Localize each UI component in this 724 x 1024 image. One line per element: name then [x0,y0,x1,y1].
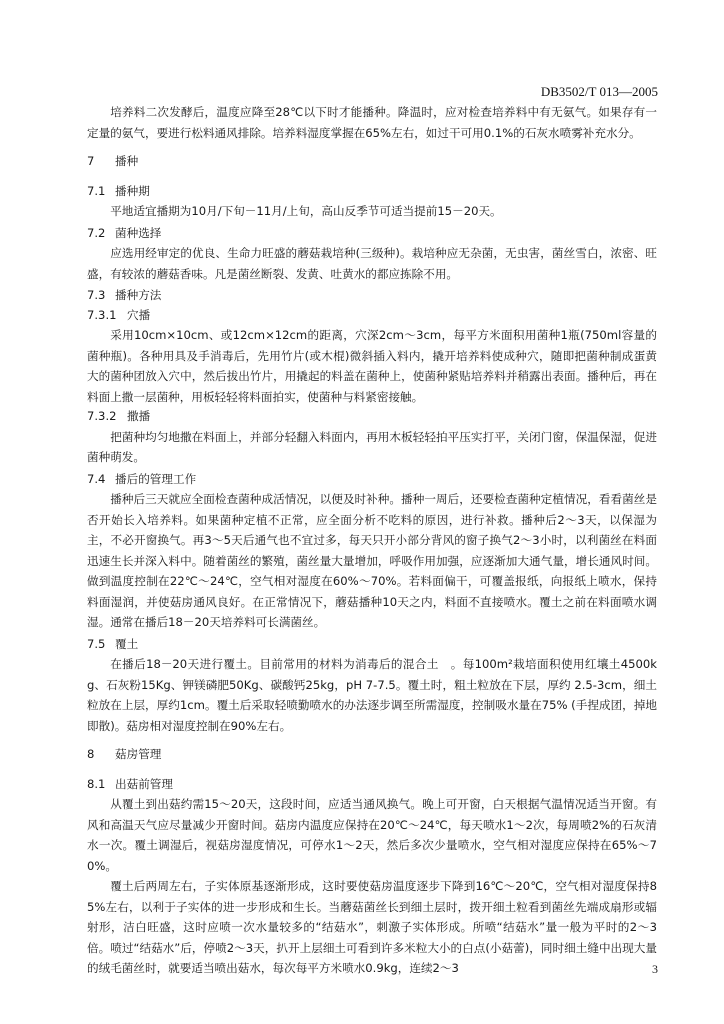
paragraph: 采用10cm×10cm、或12cm×12cm的距离，穴深2cm～3cm，每平方米面积用菌种1瓶(750ml容量的菌种瓶)。各种用具及手消毒后，先用竹片(或木棍)微斜插入料内，撬开培养料使成种穴，随即把菌种制成蛋黄大的菌种团放入穴中，然后拔出竹片，用撬起的料盖在菌种上，使菌种紧贴培养料并稍露出表面。播种后，再在料面上撒一层菌种，用板轻轻将料面拍实，使菌种与料紧密接触。 [87,328,657,404]
section-title: 出菇前管理 [115,776,173,791]
section-title: 菇房管理 [115,747,162,761]
paragraph: 把菌种均匀地撒在料面上，并部分轻翻入料面内，再用木板轻轻拍平压实打平，关闭门窗，保温保湿，促进菌种萌发。 [87,429,657,464]
section-title: 菌种选择 [115,225,162,240]
section-title: 覆土 [115,636,139,651]
section-number: 7.3.1 [87,307,117,322]
section-number: 7.5 [87,636,106,651]
section-heading [87,635,657,655]
section-title: 播种 [115,154,139,168]
page-number: 3 [652,962,658,976]
section-title: 播种方法 [115,288,162,302]
section-number: 7.3.2 [87,409,117,423]
section-heading [87,286,657,306]
paragraph: 平地适宜播期为10月/下旬－11月/上旬，高山反季节可适当提前15－20天。 [110,204,502,218]
section-number: 7.4 [87,471,106,486]
section-heading [87,407,657,427]
paragraph: 从覆土到出菇约需15～20天，这段时间，应适当通风换气。晚上可开窗，白天根据气温情况适当开窗。有风和高温天气应尽量减少开窗时间。菇房内温度应保持在20℃～24℃，每天喷水1～2次，每周喷2%的石灰清水一次。覆土调湿后，视菇房湿度情况，可停水1～2天，然后多次少量喷水，空气相对湿度应保持在65%～70%。 [87,797,657,873]
section-heading [87,306,657,326]
paragraph: 在播后18－20天进行覆土。目前常用的材料为消毒后的混合土 。每100m²栽培面积使用红壤土4500kg、石灰粉15Kg、钾镁磷肥50Kg、碳酸钙25kg，pH 7-7.5。覆土时，粗土粒放在下层，厚约 2.5-3cm，细土粒放在上层，厚约1cm。覆土后采取轻喷勤喷水的办法逐步调至所需湿度，控制吸水量在75% (手捏成团，掉地即散)。菇房相对湿度控制在90%左右。 [87,657,657,733]
section-title: 穴播 [127,307,151,322]
section-number: 7.2 [87,225,106,240]
section-title: 撒播 [127,409,151,423]
section-title: 播后的管理工作 [115,471,197,486]
section-heading [87,152,657,172]
section-heading [87,182,657,202]
section-number: 7.1 [87,183,106,198]
paragraph: 应选用经审定的优良、生命力旺盛的蘑菇栽培种(三级种)。栽培种应无杂菌，无虫害，菌丝雪白，浓密、旺盛，有较浓的蘑菇香味。凡是菌丝断裂、发黄、吐黄水的都应拣除不用。 [87,246,657,281]
document-body [87,102,657,979]
paragraph: 播种后三天就应全面检查菌种成活情况，以便及时补种。播种一周后，还要检查菌种定植情况，看看菌丝是否开始长入培养料。如果菌种定植不正常，应全面分析不吃料的原因，进行补救。播种后2～3天，以保湿为主，不必开窗换气。再3～5天后通气也不宜过多，每天只开小部分背风的窗子换气2～3小时，以利菌丝在料面迅速生长并深入料中。随着菌丝的繁殖，菌丝量大量增加，呼吸作用加强，应逐渐加大通气量，增长通风时间。做到温度控制在22℃～24℃，空气相对湿度在60%～70%。若料面偏干，可覆盖报纸，向报纸上喷水，保持料面湿润，并使菇房通风良好。在正常情况下，蘑菇播种10天之内，料面不直接喷水。覆土之前在料面喷水调湿。通常在播后18－20天培养料可长满菌丝。 [87,492,657,629]
section-heading [87,775,657,795]
section-title: 播种期 [115,183,150,198]
paragraph: 覆土后两周左右，子实体原基逐渐形成，这时要使菇房温度逐步下降到16℃～20℃，空气相对湿度保持85%左右，以利于子实体的进一步形成和生长。当蘑菇菌丝长到细土层时，拨开细土粒看到菌丝先端成扇形或辐射形，洁白旺盛，这时应喷一次水量较多的“结菇水”，刺激子实体形成。所喷“结菇水”量一般为平时的2～3倍。喷过“结菇水”后，停喷2～3天，扒开上层细土可看到许多米粒大小的白点(小菇蕾)，同时细土缝中出现大量的绒毛菌丝时，就要适当喷出菇水，每次每平方米喷水0.9kg，连续2～3 [87,879,657,975]
section-number: 8.1 [87,776,106,791]
section-number: 7 [87,154,95,168]
section-number: 7.3 [87,288,106,302]
section-heading [87,745,657,765]
standard-code: DB3502/T 013—2005 [540,84,658,99]
section-heading [87,224,657,244]
paragraph: 培养料二次发酵后，温度应降至28℃以下时才能播种。降温时，应对检查培养料中有无氨气。如果存有一定量的氨气，要进行松料通风排除。培养料湿度掌握在65%左右，如过干可用0.1%的石灰水喷雾补充水分。 [87,105,657,140]
section-heading [87,470,657,490]
section-number: 8 [87,747,95,761]
